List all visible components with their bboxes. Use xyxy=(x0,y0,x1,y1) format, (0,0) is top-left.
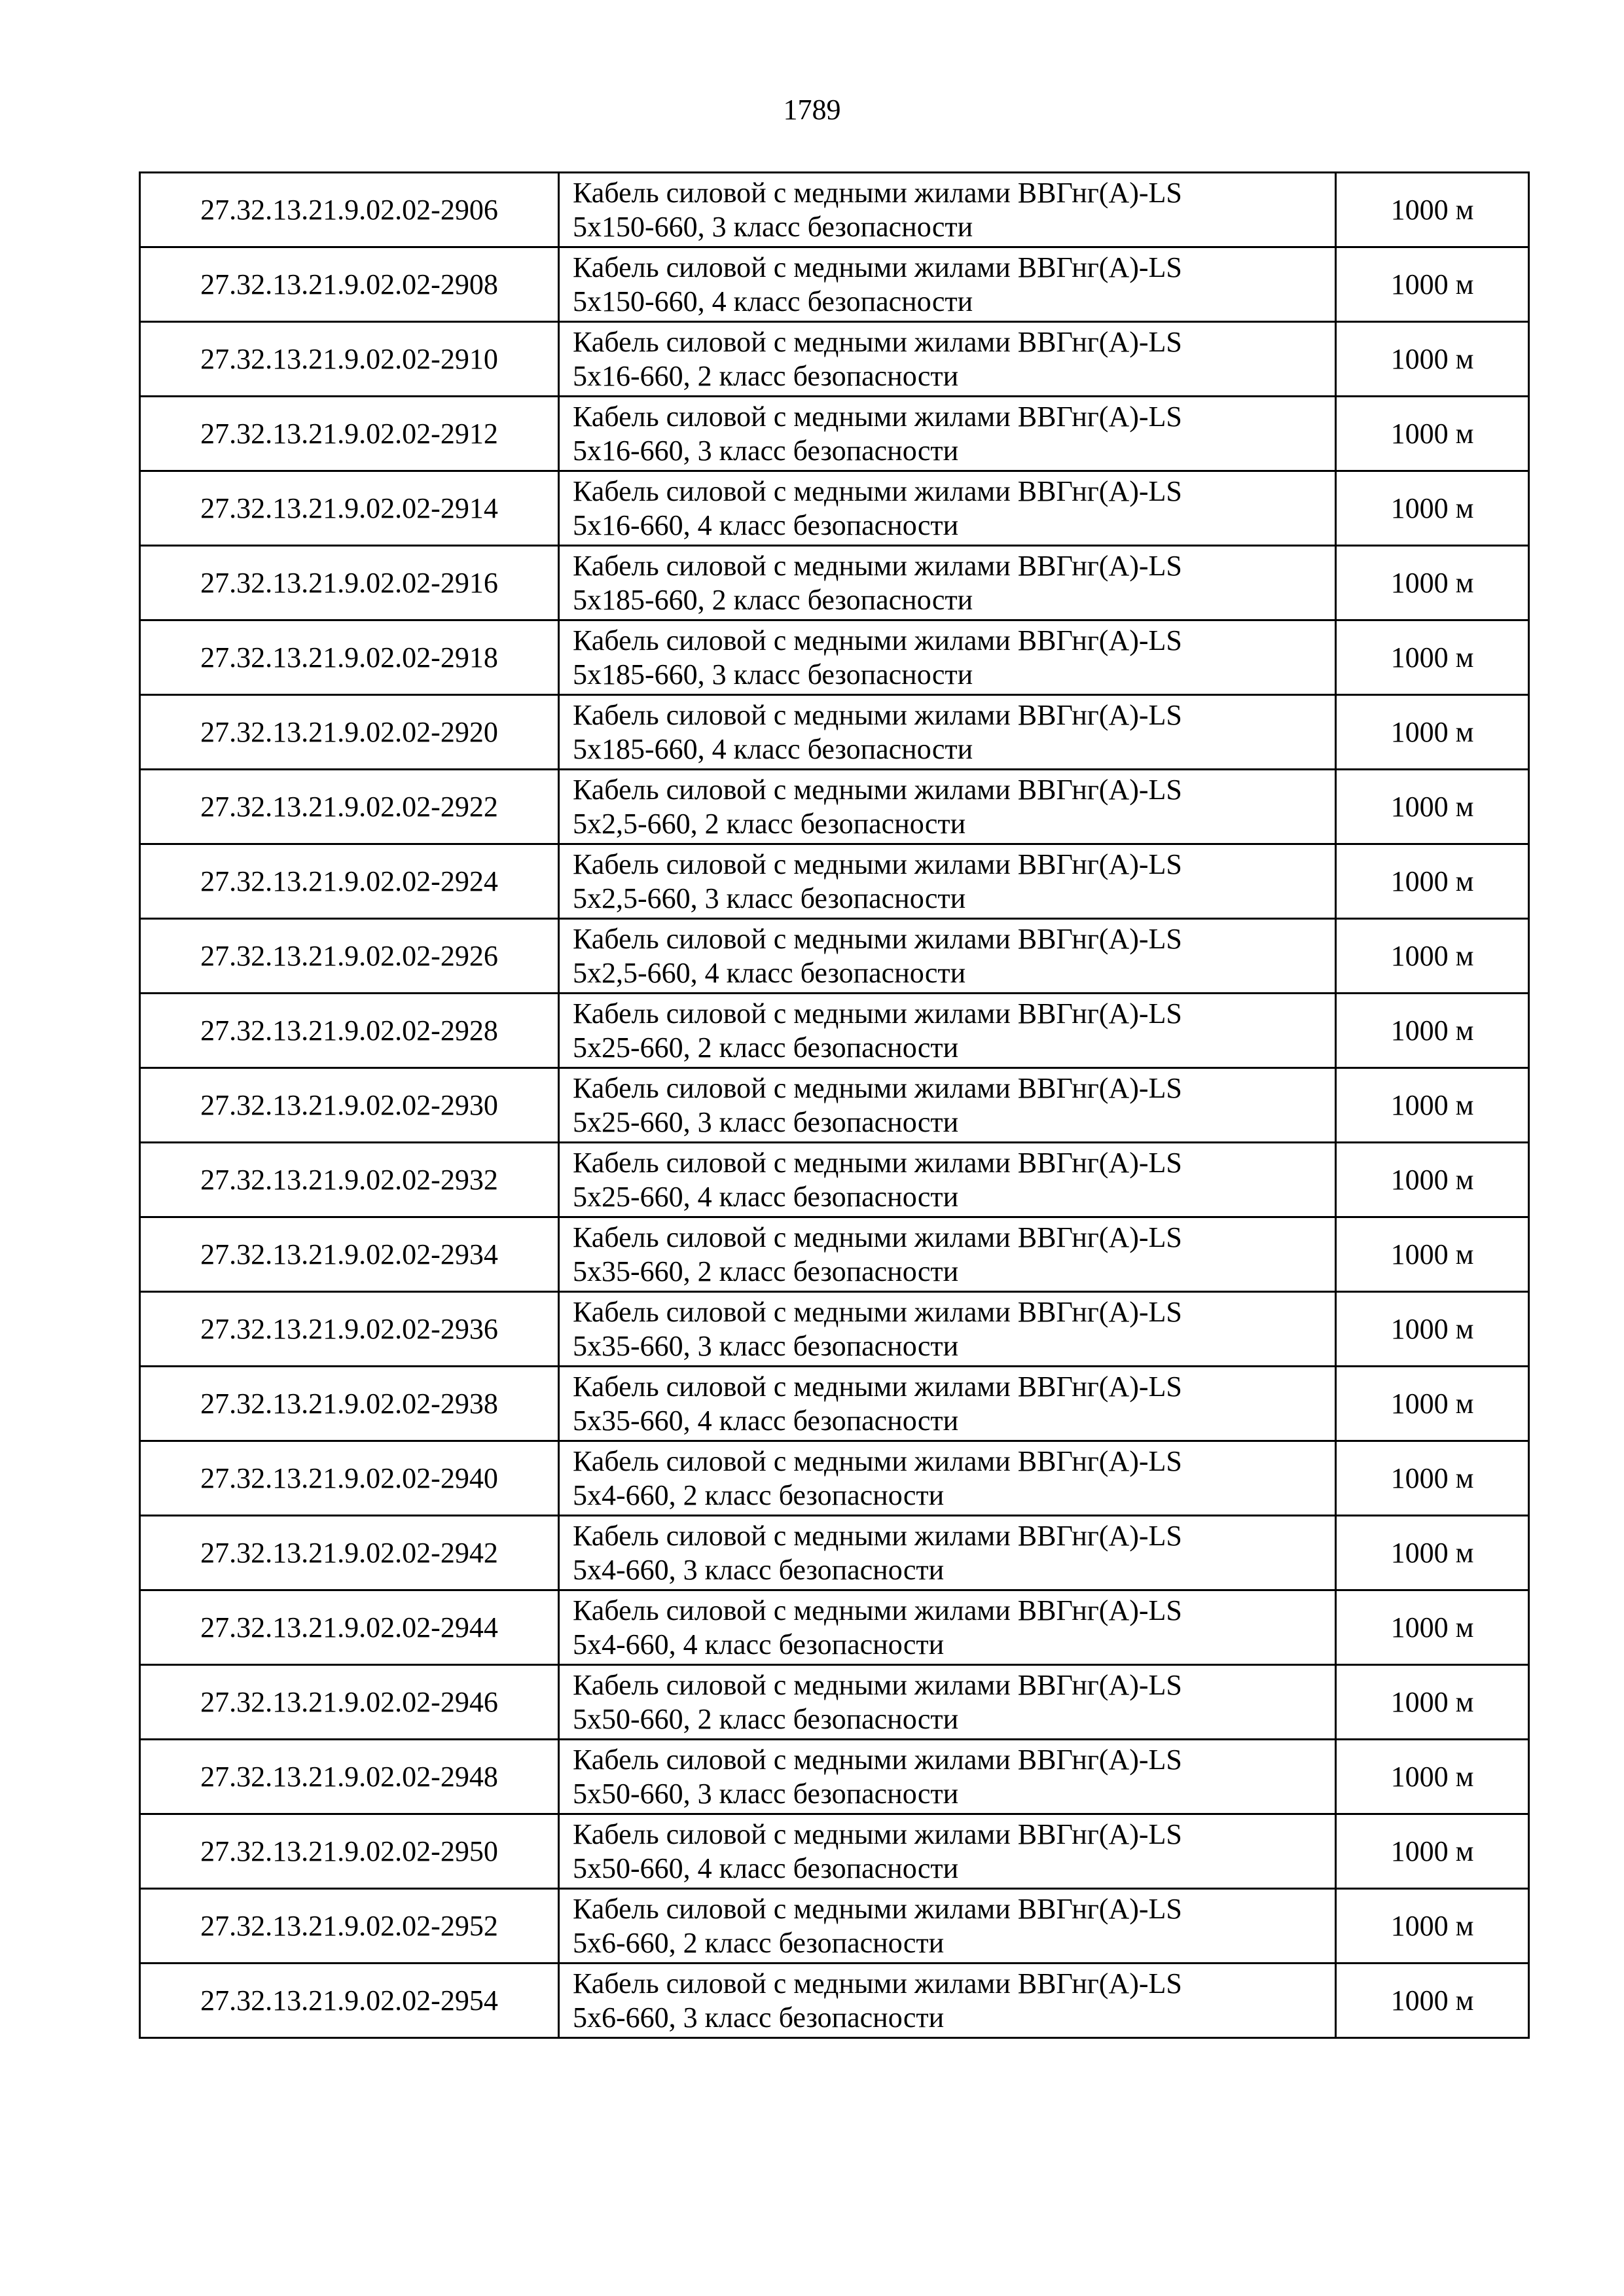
resource-name-line: 5х35-660, 3 класс безопасности xyxy=(573,1329,959,1362)
resource-name-line: 5х185-660, 3 класс безопасности xyxy=(573,658,973,691)
resource-code-cell: 27.32.13.21.9.02.02-2942 xyxy=(140,1516,559,1590)
resource-name-line: 5х16-660, 3 класс безопасности xyxy=(573,434,959,467)
resource-name-cell xyxy=(559,247,1336,322)
resource-code-cell: 27.32.13.21.9.02.02-2944 xyxy=(140,1590,559,1665)
resource-name-cell xyxy=(559,546,1336,620)
resource-code-cell: 27.32.13.21.9.02.02-2938 xyxy=(140,1367,559,1441)
resource-name-line: Кабель силовой с медными жилами ВВГнг(A)-LS xyxy=(573,1668,1182,1701)
unit-cell: 1000 м xyxy=(1336,844,1529,919)
unit-cell: 1000 м xyxy=(1336,247,1529,322)
resource-name-cell xyxy=(559,1814,1336,1889)
resource-name-line: Кабель силовой с медными жилами ВВГнг(A)-LS xyxy=(573,624,1182,656)
unit-cell: 1000 м xyxy=(1336,471,1529,546)
table-row xyxy=(140,1217,1529,1292)
unit-cell: 1000 м xyxy=(1336,994,1529,1068)
resource-name-cell xyxy=(559,1889,1336,1964)
table-row xyxy=(140,919,1529,994)
unit-cell: 1000 м xyxy=(1336,1889,1529,1964)
table-row xyxy=(140,1814,1529,1889)
resource-code-cell: 27.32.13.21.9.02.02-2940 xyxy=(140,1441,559,1516)
resource-name-line: 5х185-660, 4 класс безопасности xyxy=(573,732,973,765)
table-row xyxy=(140,994,1529,1068)
resource-name-cell xyxy=(559,1292,1336,1367)
table-row xyxy=(140,1441,1529,1516)
resource-name-line: Кабель силовой с медными жилами ВВГнг(A)-LS xyxy=(573,698,1182,731)
table-row xyxy=(140,1367,1529,1441)
resource-name-line: Кабель силовой с медными жилами ВВГнг(A)-LS xyxy=(573,848,1182,880)
table-body xyxy=(140,173,1529,2038)
resource-name-line: 5х150-660, 3 класс безопасности xyxy=(573,210,973,243)
resource-name-line: Кабель силовой с медными жилами ВВГнг(A)-LS xyxy=(573,1071,1182,1104)
table-row xyxy=(140,1590,1529,1665)
resource-code-cell: 27.32.13.21.9.02.02-2926 xyxy=(140,919,559,994)
resource-name-cell xyxy=(559,620,1336,695)
unit-cell: 1000 м xyxy=(1336,1367,1529,1441)
resource-name-cell xyxy=(559,1367,1336,1441)
resource-name-cell xyxy=(559,844,1336,919)
table-row xyxy=(140,1516,1529,1590)
resource-code-cell: 27.32.13.21.9.02.02-2954 xyxy=(140,1964,559,2038)
table-row xyxy=(140,322,1529,397)
table-row xyxy=(140,173,1529,247)
unit-cell: 1000 м xyxy=(1336,770,1529,844)
resource-code-cell: 27.32.13.21.9.02.02-2952 xyxy=(140,1889,559,1964)
resource-name-line: 5х35-660, 4 класс безопасности xyxy=(573,1404,959,1437)
resource-code-cell: 27.32.13.21.9.02.02-2908 xyxy=(140,247,559,322)
unit-cell: 1000 м xyxy=(1336,397,1529,471)
unit-cell: 1000 м xyxy=(1336,919,1529,994)
resource-name-line: 5х25-660, 4 класс безопасности xyxy=(573,1180,959,1213)
table-row xyxy=(140,1665,1529,1740)
resource-name-cell xyxy=(559,1068,1336,1143)
resource-name-cell xyxy=(559,1665,1336,1740)
resource-code-cell: 27.32.13.21.9.02.02-2910 xyxy=(140,322,559,397)
unit-cell: 1000 м xyxy=(1336,1441,1529,1516)
resource-name-line: 5х50-660, 2 класс безопасности xyxy=(573,1702,959,1735)
resource-code-cell: 27.32.13.21.9.02.02-2934 xyxy=(140,1217,559,1292)
table-row xyxy=(140,620,1529,695)
resource-name-line: Кабель силовой с медными жилами ВВГнг(A)-LS xyxy=(573,176,1182,209)
resource-name-line: 5х16-660, 2 класс безопасности xyxy=(573,359,959,392)
resource-name-line: Кабель силовой с медными жилами ВВГнг(A)-LS xyxy=(573,475,1182,507)
resource-name-cell xyxy=(559,1964,1336,2038)
resource-name-cell xyxy=(559,1740,1336,1814)
table-row xyxy=(140,1068,1529,1143)
unit-cell: 1000 м xyxy=(1336,1068,1529,1143)
table-row xyxy=(140,695,1529,770)
table-row xyxy=(140,247,1529,322)
table-row xyxy=(140,397,1529,471)
resource-name-line: 5х25-660, 2 класс безопасности xyxy=(573,1031,959,1064)
resource-name-cell xyxy=(559,471,1336,546)
resource-name-cell xyxy=(559,1441,1336,1516)
unit-cell: 1000 м xyxy=(1336,1516,1529,1590)
resource-code-cell: 27.32.13.21.9.02.02-2928 xyxy=(140,994,559,1068)
table-row xyxy=(140,770,1529,844)
resource-code-cell: 27.32.13.21.9.02.02-2922 xyxy=(140,770,559,844)
resource-name-line: Кабель силовой с медными жилами ВВГнг(A)-LS xyxy=(573,1594,1182,1626)
resource-name-line: 5х50-660, 4 класс безопасности xyxy=(573,1852,959,1884)
resource-name-line: Кабель силовой с медными жилами ВВГнг(A)-LS xyxy=(573,1370,1182,1403)
resource-name-line: Кабель силовой с медными жилами ВВГнг(A)-LS xyxy=(573,549,1182,582)
resource-name-line: Кабель силовой с медными жилами ВВГнг(A)-LS xyxy=(573,773,1182,806)
unit-cell: 1000 м xyxy=(1336,322,1529,397)
resource-name-line: 5х4-660, 4 класс безопасности xyxy=(573,1628,945,1660)
unit-cell: 1000 м xyxy=(1336,1665,1529,1740)
resource-name-line: 5х185-660, 2 класс безопасности xyxy=(573,583,973,616)
resource-name-line: Кабель силовой с медными жилами ВВГнг(A)-LS xyxy=(573,251,1182,283)
page-number: 1789 xyxy=(783,94,841,126)
resource-name-cell xyxy=(559,695,1336,770)
unit-cell: 1000 м xyxy=(1336,695,1529,770)
table-row xyxy=(140,1889,1529,1964)
table-row xyxy=(140,1292,1529,1367)
unit-cell: 1000 м xyxy=(1336,1814,1529,1889)
unit-cell: 1000 м xyxy=(1336,1217,1529,1292)
resource-name-line: Кабель силовой с медными жилами ВВГнг(A)-LS xyxy=(573,1146,1182,1179)
resource-code-cell: 27.32.13.21.9.02.02-2920 xyxy=(140,695,559,770)
resource-name-line: Кабель силовой с медными жилами ВВГнг(A)-LS xyxy=(573,997,1182,1030)
table-row xyxy=(140,1964,1529,2038)
resource-name-cell xyxy=(559,994,1336,1068)
resource-name-cell xyxy=(559,919,1336,994)
resource-code-cell: 27.32.13.21.9.02.02-2906 xyxy=(140,173,559,247)
resource-name-line: Кабель силовой с медными жилами ВВГнг(A)-LS xyxy=(573,1967,1182,2000)
resource-name-line: 5х50-660, 3 класс безопасности xyxy=(573,1777,959,1810)
resource-name-line: 5х25-660, 3 класс безопасности xyxy=(573,1105,959,1138)
resource-code-cell: 27.32.13.21.9.02.02-2950 xyxy=(140,1814,559,1889)
resource-name-line: 5х2,5-660, 3 класс безопасности xyxy=(573,882,966,914)
resource-name-line: Кабель силовой с медными жилами ВВГнг(A)-LS xyxy=(573,1221,1182,1253)
resource-name-line: 5х150-660, 4 класс безопасности xyxy=(573,285,973,317)
resource-name-line: Кабель силовой с медными жилами ВВГнг(A)-LS xyxy=(573,922,1182,955)
resource-code-cell: 27.32.13.21.9.02.02-2932 xyxy=(140,1143,559,1217)
unit-cell: 1000 м xyxy=(1336,620,1529,695)
resource-name-line: 5х2,5-660, 2 класс безопасности xyxy=(573,807,966,840)
resource-name-line: Кабель силовой с медными жилами ВВГнг(A)-LS xyxy=(573,325,1182,358)
resource-table xyxy=(139,171,1530,2039)
resource-name-cell xyxy=(559,397,1336,471)
unit-cell: 1000 м xyxy=(1336,173,1529,247)
unit-cell: 1000 м xyxy=(1336,1292,1529,1367)
resource-name-line: 5х4-660, 3 класс безопасности xyxy=(573,1553,945,1586)
resource-name-cell xyxy=(559,322,1336,397)
unit-cell: 1000 м xyxy=(1336,1740,1529,1814)
unit-cell: 1000 м xyxy=(1336,1964,1529,2038)
unit-cell: 1000 м xyxy=(1336,546,1529,620)
unit-cell: 1000 м xyxy=(1336,1590,1529,1665)
resource-name-cell xyxy=(559,1516,1336,1590)
resource-code-cell: 27.32.13.21.9.02.02-2918 xyxy=(140,620,559,695)
resource-name-line: Кабель силовой с медными жилами ВВГнг(A)-LS xyxy=(573,1295,1182,1328)
resource-name-line: 5х16-660, 4 класс безопасности xyxy=(573,509,959,541)
resource-code-cell: 27.32.13.21.9.02.02-2914 xyxy=(140,471,559,546)
resource-name-line: Кабель силовой с медными жилами ВВГнг(A)-LS xyxy=(573,1892,1182,1925)
resource-code-cell: 27.32.13.21.9.02.02-2912 xyxy=(140,397,559,471)
resource-code-cell: 27.32.13.21.9.02.02-2936 xyxy=(140,1292,559,1367)
table-row xyxy=(140,1143,1529,1217)
table-row xyxy=(140,546,1529,620)
resource-code-cell: 27.32.13.21.9.02.02-2930 xyxy=(140,1068,559,1143)
unit-cell: 1000 м xyxy=(1336,1143,1529,1217)
resource-name-line: 5х2,5-660, 4 класс безопасности xyxy=(573,956,966,989)
table-row xyxy=(140,1740,1529,1814)
resource-code-cell: 27.32.13.21.9.02.02-2916 xyxy=(140,546,559,620)
resource-name-cell xyxy=(559,770,1336,844)
resource-name-cell xyxy=(559,173,1336,247)
resource-name-cell xyxy=(559,1590,1336,1665)
resource-name-line: 5х4-660, 2 класс безопасности xyxy=(573,1479,945,1511)
resource-name-line: Кабель силовой с медными жилами ВВГнг(A)-LS xyxy=(573,1743,1182,1776)
resource-name-cell xyxy=(559,1143,1336,1217)
resource-name-cell xyxy=(559,1217,1336,1292)
resource-name-line: 5х6-660, 2 класс безопасности xyxy=(573,1926,945,1959)
table-row xyxy=(140,844,1529,919)
resource-name-line: Кабель силовой с медными жилами ВВГнг(A)-LS xyxy=(573,1444,1182,1477)
resource-name-line: 5х35-660, 2 класс безопасности xyxy=(573,1255,959,1287)
resource-name-line: Кабель силовой с медными жилами ВВГнг(A)-LS xyxy=(573,400,1182,433)
resource-name-line: 5х6-660, 3 класс безопасности xyxy=(573,2001,945,2034)
resource-name-line: Кабель силовой с медными жилами ВВГнг(A)-LS xyxy=(573,1818,1182,1850)
resource-name-line: Кабель силовой с медными жилами ВВГнг(A)-LS xyxy=(573,1519,1182,1552)
table-row xyxy=(140,471,1529,546)
resource-code-cell: 27.32.13.21.9.02.02-2924 xyxy=(140,844,559,919)
resource-code-cell: 27.32.13.21.9.02.02-2946 xyxy=(140,1665,559,1740)
resource-code-cell: 27.32.13.21.9.02.02-2948 xyxy=(140,1740,559,1814)
